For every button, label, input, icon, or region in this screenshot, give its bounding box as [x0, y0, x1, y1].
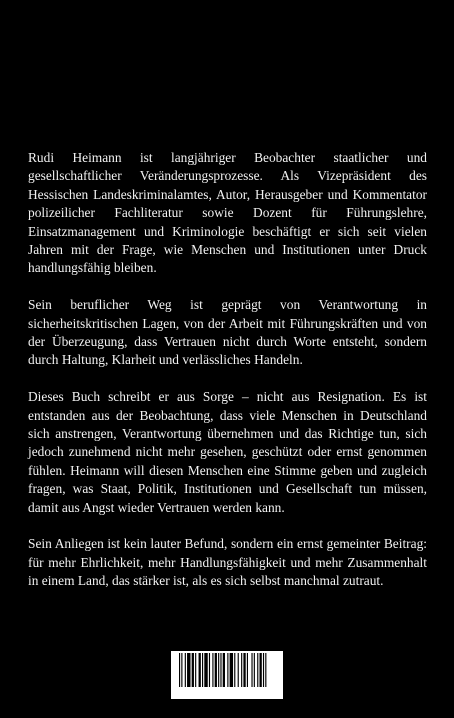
barcode-bar [187, 653, 190, 687]
barcode-bar [179, 653, 180, 687]
barcode-bar [247, 653, 248, 687]
barcode-bar [202, 653, 203, 687]
isbn-barcode [171, 651, 283, 707]
barcode-bar [223, 653, 225, 687]
career-paragraph: Sein beruflicher Weg ist geprägt von Verantwortung in sicherheitskritischen Lagen, von der Arbeit mit Führungskräften und von der Überzeugung, dass Vertrauen nicht durch Worte entsteht, sondern durch Haltung, Klarheit und verlässliches Handeln. [28, 297, 427, 368]
barcode-bar [238, 653, 239, 687]
barcode-bar [234, 653, 235, 687]
barcode-bar [204, 653, 207, 687]
barcode-bar [263, 653, 264, 687]
barcode-bar [212, 653, 213, 687]
barcode-bar [209, 653, 210, 687]
barcode-bar [257, 653, 258, 687]
barcode-bar [192, 653, 194, 687]
barcode-bar [218, 653, 219, 687]
barcode-bar [199, 653, 201, 687]
barcode-bar [230, 653, 233, 687]
barcode-bar [243, 653, 245, 687]
barcode-bar [215, 653, 217, 687]
barcode-bar [265, 653, 266, 687]
barcode-left-group: 783384 [188, 698, 221, 707]
barcode-bar [195, 653, 196, 687]
author-bio-paragraph: Rudi Heimann ist langjähriger Beobachter staatlicher und gesellschaftlicher Veränderungsprozesse. Als Vizepräsident des Hessischen Landeskriminalamtes, Autor, Herausgeber und Kommentator polizeilicher Fachliteratur sowie Dozent für Führungslehre, Einsatzmanagement und Kriminologie beschäftigt er sich seit vielen Jahren mit der Frage, wie Menschen und Institutionen unter Druck handlungsfähig bleiben. [28, 150, 427, 276]
barcode-first-digit: 9 [173, 698, 178, 707]
barcode-bar [241, 653, 242, 687]
concern-paragraph: Sein Anliegen ist kein lauter Befund, sondern ein ernst gemeinter Beitrag: für mehr Ehrlichkeit, mehr Handlungsfähigkeit und mehr Zusammenhalt in einem Land, das stärker ist, als es sich selbst manchmal zutraut. [28, 536, 427, 589]
barcode-bar [185, 653, 186, 687]
barcode-bar [260, 653, 262, 687]
barcode-bar [220, 653, 221, 687]
barcode-bar [254, 653, 255, 687]
barcode-bars [179, 653, 275, 687]
book-motivation-paragraph: Dieses Buch schreibt er aus Sorge – nicht aus Resignation. Es ist entstanden aus der Beobachtung, dass viele Menschen in Deutschland sich anstrengen, Verantwortung übernehmen und das Richtige tun, sich jedoch zunehmend nicht mehr gesehen, geschützt oder ernst genommen fühlen. Heimann will diesen Menschen eine Stimme geben und zugleich fragen, was Staat, Politik, Institutionen und Gesellschaft tun müssen, damit aus Angst wieder Vertrauen werden kann. [28, 389, 427, 515]
barcode-bar [227, 653, 228, 687]
barcode-bar [181, 653, 182, 687]
barcode-right-group: 998774 [235, 698, 268, 707]
barcode-bar [251, 653, 252, 687]
back-cover-text [28, 149, 427, 609]
